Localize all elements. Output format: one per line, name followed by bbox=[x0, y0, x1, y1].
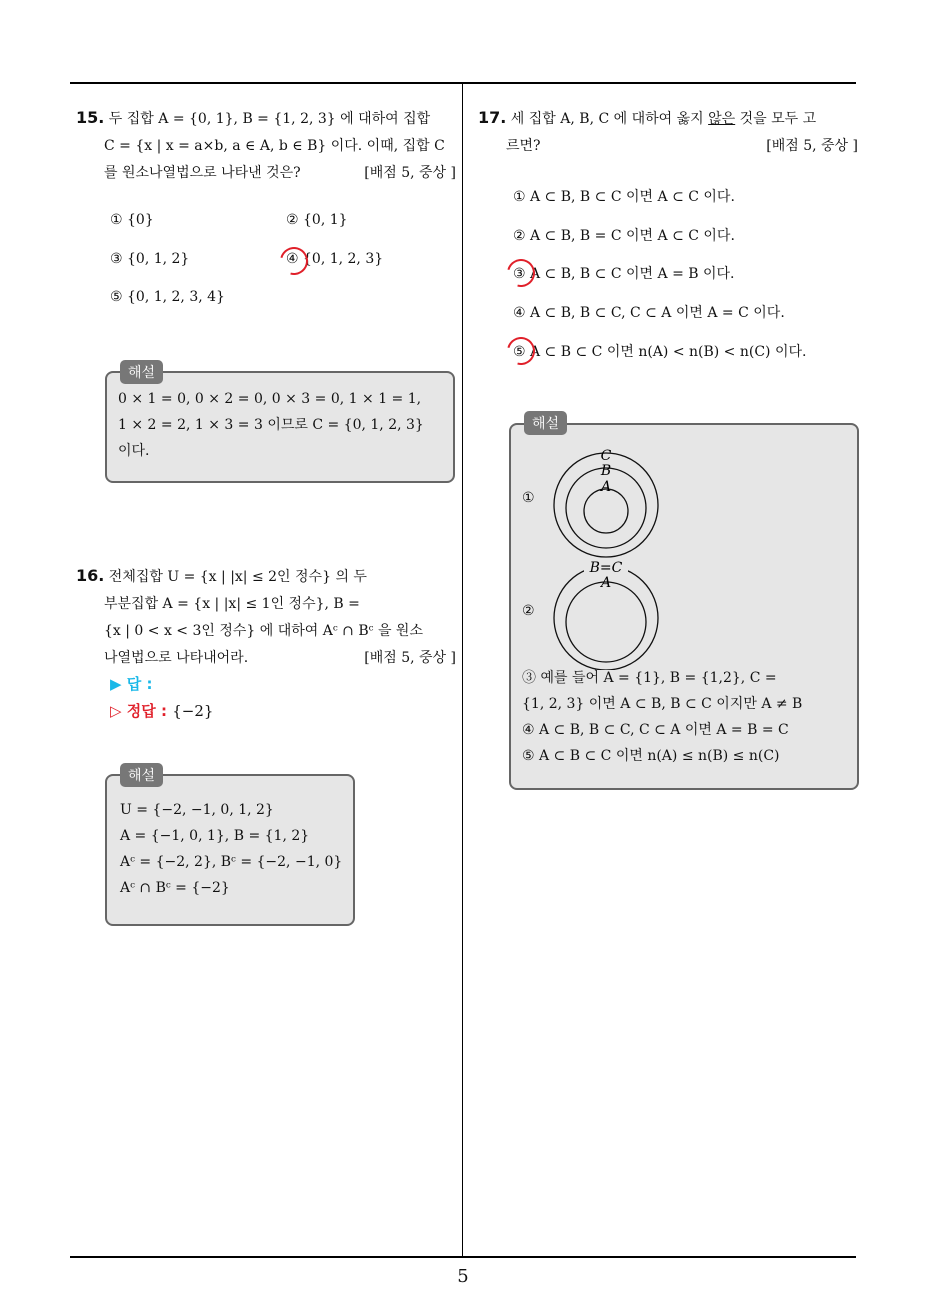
explanation-line: 0 × 1 = 0, 0 × 2 = 0, 0 × 3 = 0, 1 × 1 = 1, bbox=[118, 391, 422, 407]
question-line: 르면? bbox=[506, 138, 541, 154]
explanation-line: ⑤ A ⊂ B ⊂ C 이면 n(A) ≤ n(B) ≤ n(C) bbox=[522, 748, 780, 764]
points-label: [배점 5, 중상 ] bbox=[364, 650, 456, 666]
explanation-line: Aᶜ ∩ Bᶜ = {−2} bbox=[120, 880, 230, 896]
explanation-line: {1, 2, 3} 이면 A ⊂ B, B ⊂ C 이지만 A ≠ B bbox=[522, 696, 803, 712]
q17-option-5[interactable]: ⑤ A ⊂ B ⊂ C 이면 n(A) < n(B) < n(C) 이다. bbox=[513, 344, 807, 360]
answer-label: ▶ 답 : bbox=[110, 675, 153, 693]
question-line: {x | 0 < x < 3인 정수} 에 대하여 Aᶜ ∩ Bᶜ 을 원소 bbox=[104, 623, 423, 639]
set-label-B-equals-C: B=C bbox=[589, 560, 623, 576]
underlined-word: 않은 bbox=[708, 111, 736, 127]
question-line: 세 집합 A, B, C 에 대하여 옳지 bbox=[510, 111, 709, 127]
explanation-text-15 bbox=[118, 386, 442, 464]
q15-option-4[interactable]: ④ {0, 1, 2, 3} bbox=[286, 251, 384, 267]
question-line: 부분집합 A = {x | |x| ≤ 1인 정수}, B = bbox=[104, 596, 360, 612]
diagram-2-number: ② bbox=[522, 603, 535, 619]
set-label-C: C bbox=[600, 448, 612, 464]
question-15 bbox=[76, 104, 456, 187]
column-divider bbox=[462, 83, 463, 1257]
answer-mark-circle bbox=[275, 242, 313, 280]
q17-option-4[interactable]: ④ A ⊂ B, B ⊂ C, C ⊂ A 이면 A = C 이다. bbox=[513, 305, 785, 321]
explanation-label: 해설 bbox=[120, 360, 163, 384]
correct-answer-row bbox=[110, 700, 213, 721]
q15-option-5[interactable]: ⑤ {0, 1, 2, 3, 4} bbox=[110, 289, 225, 305]
points-label: [배점 5, 중상 ] bbox=[766, 138, 858, 154]
q17-option-2[interactable]: ② A ⊂ B, B = C 이면 A ⊂ C 이다. bbox=[513, 228, 735, 244]
explanation-line: U = {−2, −1, 0, 1, 2} bbox=[120, 802, 274, 818]
question-line: 것을 모두 고 bbox=[735, 111, 817, 127]
answer-mark-circle bbox=[502, 332, 540, 370]
question-number: 17. bbox=[478, 108, 507, 127]
explanation-line: 1 × 2 = 2, 1 × 3 = 3 이므로 C = {0, 1, 2, 3} bbox=[118, 417, 424, 433]
correct-answer-label: ▷ 정답 : bbox=[110, 702, 167, 720]
answer-mark-circle bbox=[502, 254, 540, 292]
explanation-label: 해설 bbox=[120, 763, 163, 787]
bottom-rule bbox=[70, 1256, 856, 1258]
explanation-line: ③ 예를 들어 A = {1}, B = {1,2}, C = bbox=[522, 670, 777, 686]
q17-option-1[interactable]: ① A ⊂ B, B ⊂ C 이면 A ⊂ C 이다. bbox=[513, 189, 735, 205]
set-label-A: A bbox=[600, 575, 612, 591]
explanation-line: A = {−1, 0, 1}, B = {1, 2} bbox=[120, 828, 310, 844]
q15-option-2[interactable]: ② {0, 1} bbox=[286, 212, 348, 228]
set-label-B: B bbox=[600, 463, 612, 479]
question-number: 16. bbox=[76, 566, 105, 585]
question-line: 나열법으로 나타내어라. bbox=[104, 650, 249, 666]
explanation-text-16 bbox=[120, 797, 348, 901]
diagram-1-number: ① bbox=[522, 490, 535, 506]
q15-option-1[interactable]: ① {0} bbox=[110, 212, 154, 228]
venn-diagram-nested bbox=[550, 448, 662, 558]
question-number: 15. bbox=[76, 108, 105, 127]
question-line: 전체집합 U = {x | |x| ≤ 2인 정수} 의 두 bbox=[108, 569, 367, 585]
q15-option-3[interactable]: ③ {0, 1, 2} bbox=[110, 251, 190, 267]
question-line: 를 원소나열법으로 나타낸 것은? bbox=[104, 165, 301, 181]
question-17 bbox=[478, 104, 858, 160]
explanation-line: Aᶜ = {−2, 2}, Bᶜ = {−2, −1, 0} bbox=[120, 854, 343, 870]
explanation-line: ④ A ⊂ B, B ⊂ C, C ⊂ A 이면 A = B = C bbox=[522, 722, 789, 738]
explanation-text-17 bbox=[522, 665, 848, 769]
venn-diagram-equal bbox=[550, 560, 662, 670]
top-rule bbox=[70, 82, 856, 84]
correct-answer-value: {−2} bbox=[172, 702, 214, 720]
explanation-label: 해설 bbox=[524, 411, 567, 435]
q17-option-3[interactable]: ③ A ⊂ B, B ⊂ C 이면 A = B 이다. bbox=[513, 266, 735, 282]
question-line: C = {x | x = a×b, a ∈ A, b ∈ B} 이다. 이때, 집합 C bbox=[104, 138, 445, 154]
points-label: [배점 5, 중상 ] bbox=[364, 165, 456, 181]
page-number: 5 bbox=[457, 1266, 469, 1287]
set-label-A: A bbox=[600, 479, 612, 495]
explanation-line: 이다. bbox=[118, 443, 150, 459]
question-line: 두 집합 A = {0, 1}, B = {1, 2, 3} 에 대하여 집합 bbox=[108, 111, 431, 127]
question-16 bbox=[76, 562, 456, 672]
